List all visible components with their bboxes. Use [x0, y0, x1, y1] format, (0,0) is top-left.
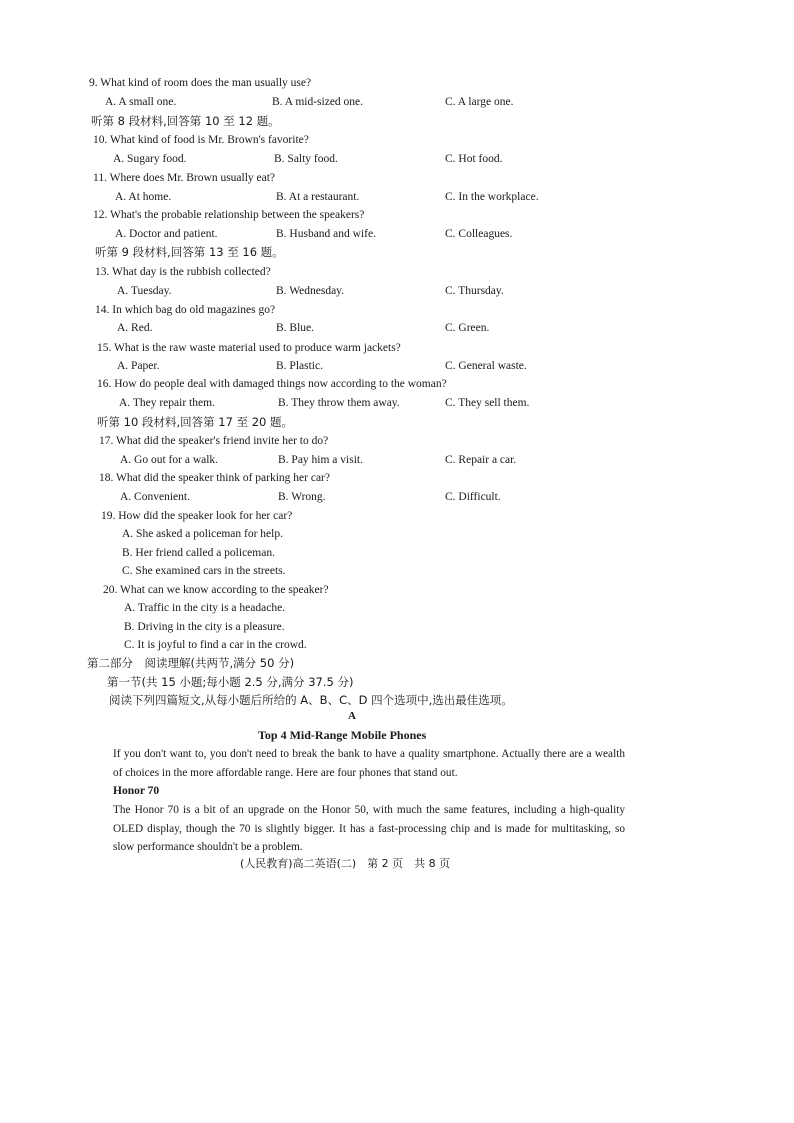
q20-option-b: B. Driving in the city is a pleasure. — [124, 621, 285, 633]
q10-option-c: C. Hot food. — [445, 153, 503, 165]
question-11: 11. Where does Mr. Brown usually eat? — [93, 172, 276, 184]
honor-70-subhead: Honor 70 — [113, 785, 160, 797]
question-16: 16. How do people deal with damaged things now according to the woman? — [97, 378, 447, 390]
passage-letter: A — [348, 710, 356, 722]
q10-option-a: A. Sugary food. — [113, 153, 187, 165]
question-19: 19. How did the speaker look for her car? — [101, 510, 293, 522]
q17-option-c: C. Repair a car. — [445, 454, 517, 466]
question-13: 13. What day is the rubbish collected? — [95, 266, 271, 278]
question-20: 20. What can we know according to the speaker? — [103, 584, 329, 596]
q11-option-a: A. At home. — [115, 191, 172, 203]
q9-option-a: A. A small one. — [105, 96, 177, 108]
q15-option-a: A. Paper. — [117, 360, 160, 372]
question-10: 10. What kind of food is Mr. Brown's favorite? — [93, 134, 309, 146]
q20-option-a: A. Traffic in the city is a headache. — [124, 602, 286, 614]
q18-option-a: A. Convenient. — [120, 491, 190, 503]
instruction-seg9: 听第 9 段材料,回答第 13 至 16 题。 — [95, 245, 284, 259]
q12-option-b: B. Husband and wife. — [276, 228, 376, 240]
q12-option-c: C. Colleagues. — [445, 228, 513, 240]
q19-option-a: A. She asked a policeman for help. — [122, 528, 283, 540]
q16-option-c: C. They sell them. — [445, 397, 530, 409]
q15-option-b: B. Plastic. — [276, 360, 323, 372]
question-17: 17. What did the speaker's friend invite her to do? — [99, 435, 329, 447]
q13-option-b: B. Wednesday. — [276, 285, 345, 297]
q16-option-b: B. They throw them away. — [278, 397, 400, 409]
q11-option-c: C. In the workplace. — [445, 191, 539, 203]
q14-option-c: C. Green. — [445, 322, 490, 334]
q12-option-a: A. Doctor and patient. — [115, 228, 218, 240]
reading-directions: 阅读下列四篇短文,从每小题后所给的 A、B、C、D 四个选项中,选出最佳选项。 — [109, 693, 513, 707]
question-12: 12. What's the probable relationship between the speakers? — [93, 209, 365, 221]
q17-option-a: A. Go out for a walk. — [120, 454, 219, 466]
page-footer: (人民教育)高二英语(二) 第 2 页 共 8 页 — [240, 857, 451, 870]
question-14: 14. In which bag do old magazines go? — [95, 304, 276, 316]
q11-option-b: B. At a restaurant. — [276, 191, 360, 203]
honor-70-paragraph: The Honor 70 is a bit of an upgrade on the Honor 50, with much the same features, including a high-quality OLED display, though the 70 is slightly bigger. It has a fast-processing chip and is made for multitasking, so slow performance shouldn't be a problem. — [113, 804, 625, 853]
question-15: 15. What is the raw waste material used to produce warm jackets? — [97, 342, 401, 354]
q13-option-a: A. Tuesday. — [117, 285, 172, 297]
instruction-seg8: 听第 8 段材料,回答第 10 至 12 题。 — [91, 114, 280, 128]
q10-option-b: B. Salty food. — [274, 153, 338, 165]
question-9: 9. What kind of room does the man usually use? — [89, 77, 312, 89]
passage-title: Top 4 Mid-Range Mobile Phones — [258, 728, 427, 742]
q14-option-b: B. Blue. — [276, 322, 315, 334]
q17-option-b: B. Pay him a visit. — [278, 454, 363, 466]
q19-option-c: C. She examined cars in the streets. — [122, 565, 286, 577]
intro-paragraph: If you don't want to, you don't need to break the bank to have a quality smartphone. Actually there are a wealth of choices in the more affordable range. Here are four phones that stand out. — [113, 748, 625, 779]
section1-heading: 第一节(共 15 小题;每小题 2.5 分,满分 37.5 分) — [107, 675, 354, 689]
q18-option-b: B. Wrong. — [278, 491, 326, 503]
part2-heading: 第二部分 阅读理解(共两节,满分 50 分) — [87, 656, 295, 670]
q13-option-c: C. Thursday. — [445, 285, 504, 297]
q16-option-a: A. They repair them. — [119, 397, 215, 409]
question-18: 18. What did the speaker think of parking her car? — [99, 472, 330, 484]
q18-option-c: C. Difficult. — [445, 491, 501, 503]
q14-option-a: A. Red. — [117, 322, 153, 334]
q19-option-b: B. Her friend called a policeman. — [122, 547, 275, 559]
q15-option-c: C. General waste. — [445, 360, 527, 372]
q9-option-c: C. A large one. — [445, 96, 514, 108]
q9-option-b: B. A mid-sized one. — [272, 96, 364, 108]
instruction-seg10: 听第 10 段材料,回答第 17 至 20 题。 — [97, 415, 293, 429]
q20-option-c: C. It is joyful to find a car in the crowd. — [124, 639, 307, 651]
